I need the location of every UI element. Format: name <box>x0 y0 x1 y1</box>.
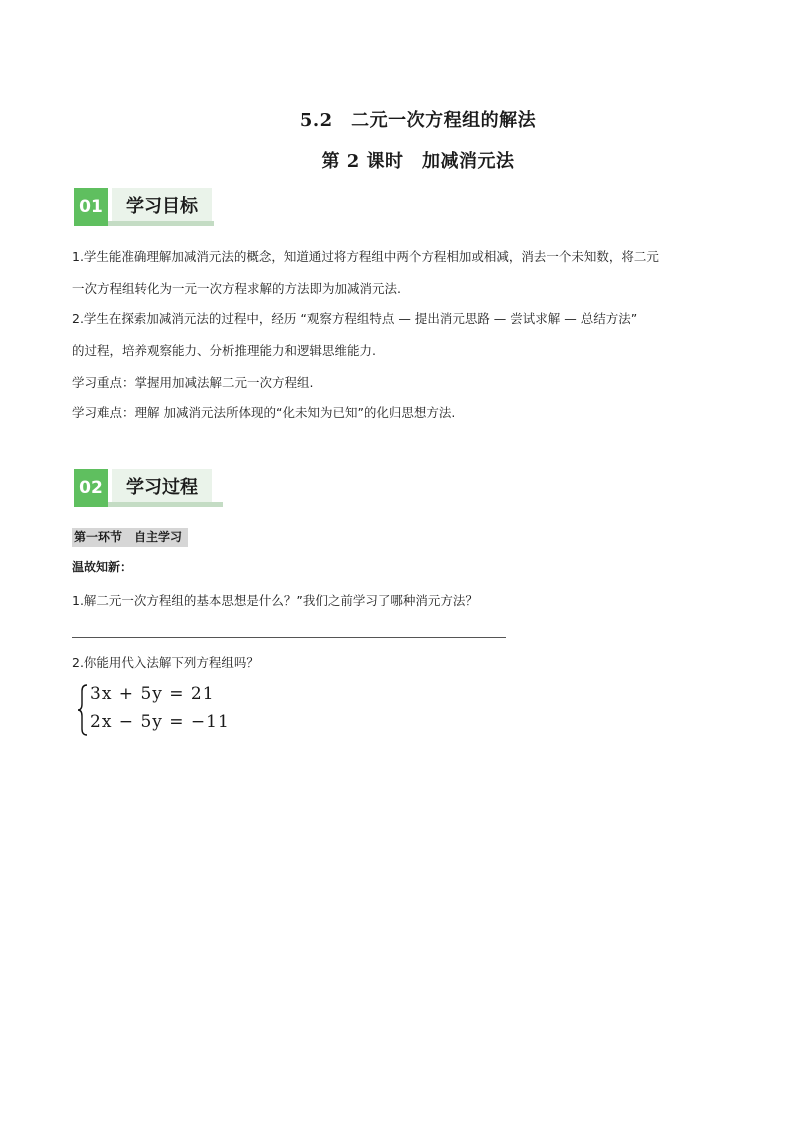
section-label: 学习目标 <box>112 188 212 221</box>
lesson-subtitle: 第 2 课时 加减消元法 <box>321 151 515 172</box>
section-header-process <box>74 469 223 507</box>
question-2: 2.你能用代入法解下列方程组吗？ <box>72 655 259 670</box>
question-1: 1.解二元一次方程组的基本思想是什么？”我们之前学习了哪种消元方法？ <box>72 593 478 608</box>
section-number: 02 <box>74 469 108 507</box>
equation-2: 2x − 5y = −11 <box>90 712 230 732</box>
left-brace-icon <box>76 684 90 736</box>
lesson-title: 5.2 二元一次方程组的解法 <box>299 110 537 131</box>
equation-system <box>76 684 276 736</box>
section-number: 01 <box>74 188 108 226</box>
objective-1-line-2: 一次方程组转化为一元一次方程求解的方法即为加减消元法. <box>72 281 401 296</box>
equation-1: 3x + 5y = 21 <box>90 684 215 704</box>
review-label: 温故知新： <box>72 560 133 574</box>
difficulty-point: 学习难点：理解 加减消元法所体现的“化未知为已知”的化归思想方法. <box>72 405 456 420</box>
section-label: 学习过程 <box>112 469 212 502</box>
stage-subheading: 第一环节 自主学习 <box>72 528 188 547</box>
answer-blank-line <box>72 637 506 638</box>
key-point: 学习重点：掌握用加减法解二元一次方程组. <box>72 375 314 390</box>
section-header-objectives <box>74 188 214 226</box>
objective-2-line-1: 2.学生在探索加减消元法的过程中，经历 “观察方程组特点 — 提出消元思路 — 尝试求解 — 总结方法” <box>72 311 638 326</box>
objective-1-line-1: 1.学生能准确理解加减消元法的概念，知道通过将方程组中两个方程相加或相减，消去一个未知数，将二元 <box>72 249 659 264</box>
objective-2-line-2: 的过程，培养观察能力、分析推理能力和逻辑思维能力. <box>72 343 376 358</box>
